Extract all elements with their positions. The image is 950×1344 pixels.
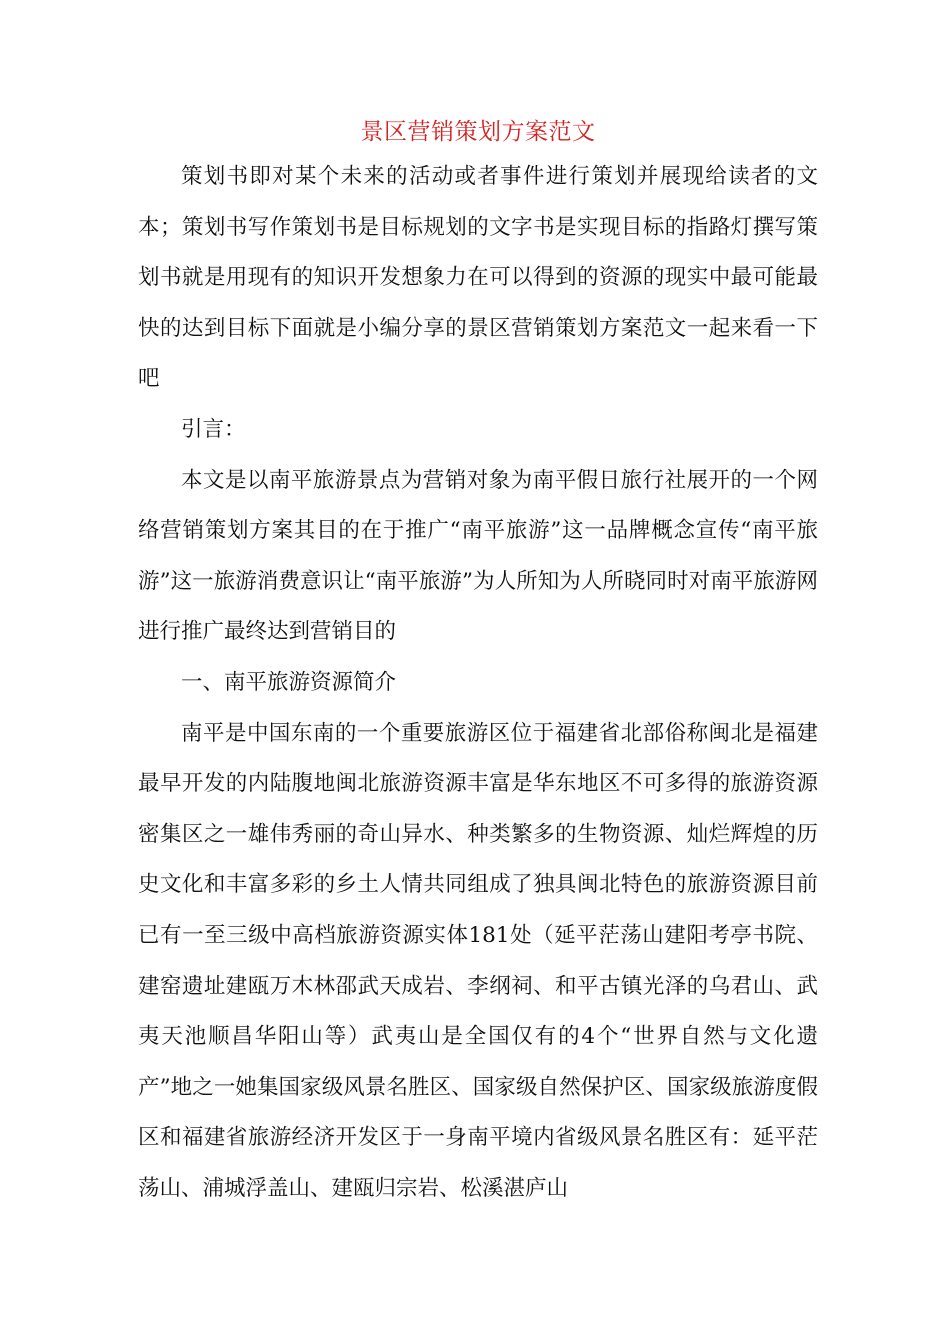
document-title: 景区营销策划方案范文	[360, 119, 596, 145]
preface-paragraph: 本文是以南平旅游景点为营销对象为南平假日旅行社展开的一个网络营销策划方案其目的在于推广“南平旅游”这一品牌概念宣传“南平旅游”这一旅游消费意识让“南平旅游”为人所知为人所晓同时对南平旅游网进行推广最终达到营销目的	[138, 467, 818, 645]
section-1-paragraph: 南平是中国东南的一个重要旅游区位于福建省北部俗称闽北是福建最早开发的内陆腹地闽北旅游资源丰富是华东地区不可多得的旅游资源密集区之一雄伟秀丽的奇山异水、种类繁多的生物资源、灿烂辉煌的历史文化和丰富多彩的乡土人情共同组成了独具闽北特色的旅游资源目前已有一至三级中高档旅游资源实体181处（延平茫荡山建阳考亭书院、建窑遗址建瓯万木林邵武天成岩、李纲祠、和平古镇光泽的乌君山、武夷天池顺昌华阳山等）武夷山是全国仅有的4个“世界自然与文化遗产”地之一她集国家级风景名胜区、国家级自然保护区、国家级旅游度假区和福建省旅游经济开发区于一身南平境内省级风景名胜区有：延平茫荡山、浦城浮盖山、建瓯归宗岩、松溪湛庐山	[138, 720, 818, 1201]
intro-paragraph: 策划书即对某个未来的活动或者事件进行策划并展现给读者的文本；策划书写作策划书是目标规划的文字书是实现目标的指路灯撰写策划书就是用现有的知识开发想象力在可以得到的资源的现实中最可能最快的达到目标下面就是小编分享的景区营销策划方案范文一起来看一下吧	[138, 164, 818, 392]
document-body	[138, 112, 818, 1214]
preface-heading: 引言：	[181, 416, 246, 442]
section-heading-1: 一、南平旅游资源简介	[181, 669, 397, 695]
